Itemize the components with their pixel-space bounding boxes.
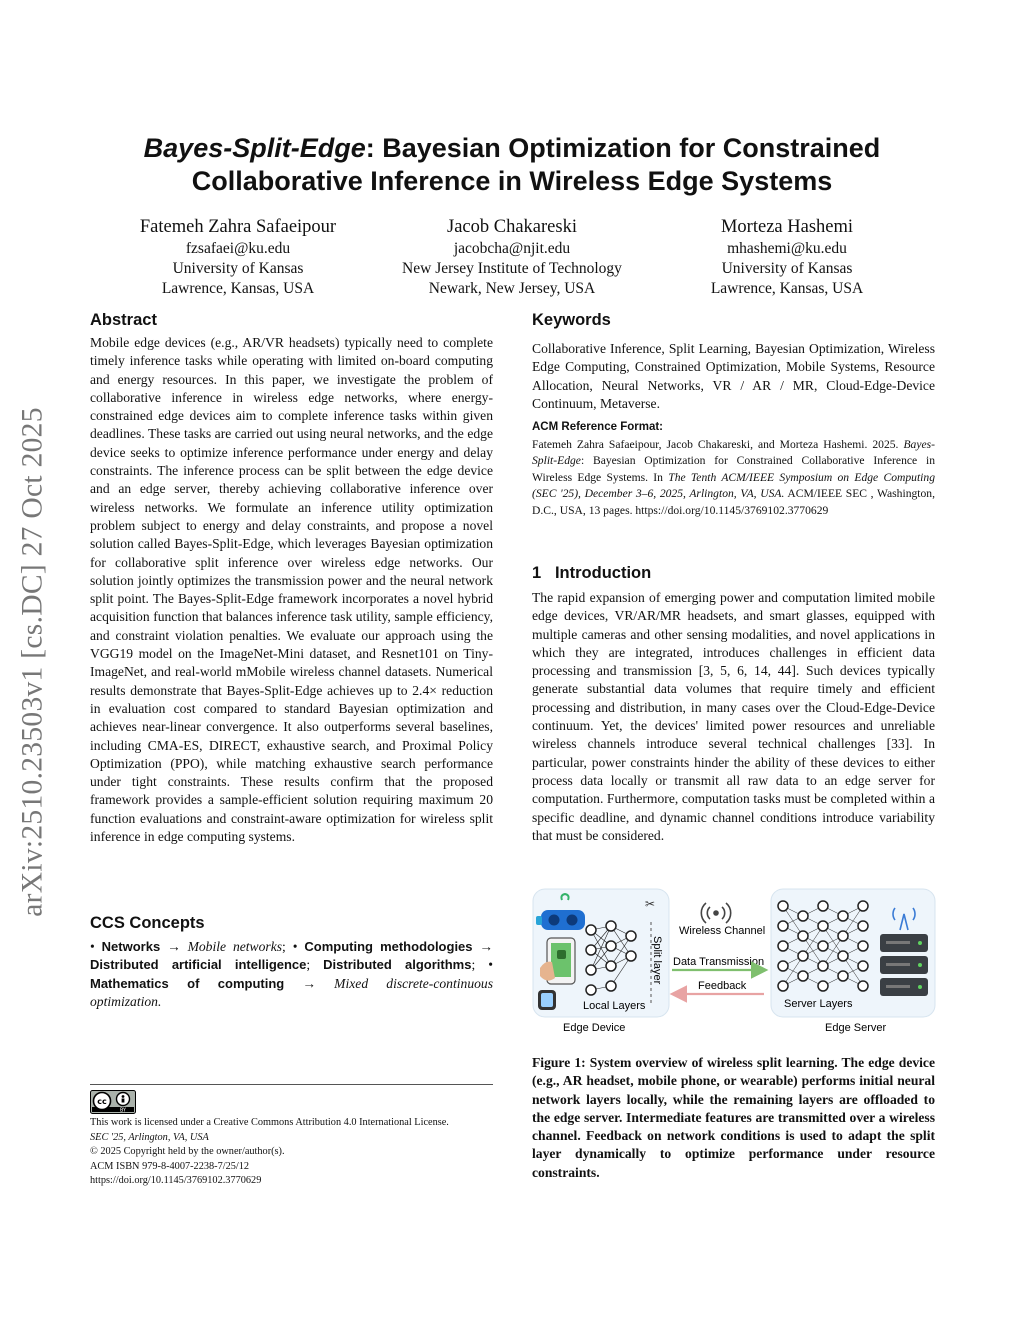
author-location: Lawrence, Kansas, USA <box>710 280 864 297</box>
ccs-heading: CCS Concepts <box>90 914 205 932</box>
license-block <box>90 1116 500 1189</box>
author-name: Morteza Hashemi <box>720 217 854 237</box>
arxiv-sidebar <box>8 370 58 955</box>
author-block-2 <box>382 215 642 299</box>
wireless-signal-icon <box>701 903 730 923</box>
server-layers-label: Server Layers <box>784 998 853 1010</box>
title-rest-line1: : Bayesian Optimization for Constrained <box>365 133 881 163</box>
data-transmission-label: Data Transmission <box>673 956 765 968</box>
keywords-text: Collaborative Inference, Split Learning, Bayesian Optimization, Wireless Edge Computing, Constrained Optimization, Mobile Systems, Resource Allocation, Neural Networks, VR / AR / MR, Cloud-Edge-Device Continuum, Metaverse. <box>532 341 935 411</box>
ccs-bullet: • <box>292 939 298 954</box>
title-line2: Collaborative Inference in Wireless Edge Systems <box>191 166 833 196</box>
author-block-1 <box>108 215 368 299</box>
acm-ref-title-rest: : Bayesian Optimization for Constrained Collaborative Inference in Wireless Edge Systems. In <box>532 454 935 484</box>
isbn-line: ACM ISBN 979-8-4007-2238-7/25/12 <box>90 1160 250 1172</box>
author-name: Fatemeh Zahra Safaeipour <box>139 217 337 237</box>
acm-ref-venue: The Tenth ACM/IEEE Symposium on Edge Computing (SEC '25), December 3–6, 2025, Arlington, VA, USA. <box>532 470 935 501</box>
author-email: mhashemi@ku.edu <box>727 240 847 257</box>
ccs-item-dai: Distributed artificial intelligence <box>90 957 307 973</box>
arxiv-id: arXiv:2510.23503v1 [cs.DC] 27 Oct 2025 <box>16 407 49 917</box>
edge-server-label: Edge Server <box>825 1022 887 1034</box>
cc-by-badge <box>90 1090 136 1114</box>
scissors-icon: ✂ <box>645 897 656 911</box>
intro-text: The rapid expansion of emerging power and computation limited mobile edge devices, VR/AR/MR headsets, and smart glasses, equipped with multiple cameras and other sensing modalities, and novel applications in which they are integrated, introduces challenges in efficient data processing and transmission [3, 5, 6, 14, 44]. Such devices typically generate substantial data volumes that require timely and efficient processing and distribution, in many cases over the Cloud-Edge-Device continuum. Yet, the devices' limited power resources and unreliable wireless channels introduce several technical challenges [33]. In particular, power constraints hinder the ability of these devices to either process data locally or transmit all raw data to an edge server for computation. Furthermore, computation tasks must be completed within a specific deadline, and dynamic channel conditions introduce variability that must be considered. <box>532 590 935 843</box>
author-location: Lawrence, Kansas, USA <box>161 280 315 297</box>
ccs-item-mobile-networks: Mobile networks <box>187 939 283 954</box>
author-affiliation: University of Kansas <box>721 260 853 277</box>
footnote-rule <box>90 1084 493 1085</box>
venue-line: SEC '25, Arlington, VA, USA <box>90 1131 209 1143</box>
ccs-arrow: → <box>302 975 316 991</box>
smartwatch-icon <box>538 990 556 1010</box>
acm-ref-authors: Fatemeh Zahra Safaeipour, Jacob Chakareski, and Morteza Hashemi. 2025. <box>532 438 899 451</box>
abstract-heading: Abstract <box>90 311 157 329</box>
ccs-item-computing: Computing methodologies <box>304 939 473 954</box>
edge-device-label: Edge Device <box>563 1022 626 1034</box>
server-rack-icon <box>880 934 928 996</box>
author-location: Newark, New Jersey, USA <box>428 280 596 297</box>
ccs-item-networks: Networks <box>101 939 161 954</box>
author-affiliation: New Jersey Institute of Technology <box>402 260 622 277</box>
ccs-bullet: • <box>488 957 493 973</box>
acm-ref-text <box>532 437 935 519</box>
split-layer-label: Split layer <box>651 936 663 985</box>
ccs-item-distributed-algorithms: Distributed algorithms <box>323 957 472 973</box>
figure-caption: Figure 1: System overview of wireless split learning. The edge device (e.g., AR headset, mobile phone, or wearable) performs initial neural network layers locally, while the remaining layers are offloaded to the edge server. Intermediate features are transmitted over a wireless channel. Feedback on network conditions is used to adapt the split layer dynamically to optimize performance under resource constraints. <box>532 1055 935 1180</box>
ccs-concepts: • Networks → Mobile networks; • Computing methodologies → Distributed artificial intelligence; Distributed algorithms; • Mathematics of computing → Mixed discrete-continuous optimization. <box>90 939 493 1009</box>
copyright-line: © 2025 Copyright held by the owner/author(s). <box>90 1146 285 1158</box>
ccs-arrow: → <box>479 939 493 954</box>
acm-ref-heading: ACM Reference Format: <box>532 421 663 433</box>
intro-heading <box>532 564 651 583</box>
ccs-item-mixed: Mixed discrete-continuous optimization. <box>90 975 493 1009</box>
wireless-channel-label: Wireless Channel <box>679 925 766 937</box>
cc-badge-text: cc <box>97 1097 107 1106</box>
title-italic: Bayes-Split-Edge <box>143 133 366 163</box>
ccs-bullet: • <box>90 939 95 954</box>
author-email: jacobcha@njit.edu <box>453 240 571 257</box>
acm-ref-tail: ACM/IEEE SEC , Washington, D.C., USA, 13 pages. https://doi.org/10.1145/3769102.3770629 <box>532 487 935 517</box>
acm-ref-title-italic: Bayes-Split-Edge <box>532 438 935 468</box>
ccs-arrow: → <box>167 939 181 954</box>
abstract-text: Mobile edge devices (e.g., AR/VR headsets) typically need to complete timely inference tasks while operating with limited on-board computing and energy resources. In this paper, we investigate the problem of collaborative inference in wireless edge networks, where energy-constrained edge devices aim to complete inference tasks within given deadlines. These tasks are carried out using neural networks, and the edge device seeks to optimize inference performance under energy and delay constraints. The inference process can be split between the edge device and an edge server, thereby achieving collaborative inference over wireless networks. We formulate an inference utility optimization problem subject to energy and delay constraints, and propose a novel solution called Bayes-Split-Edge, which leverages Bayesian optimization for collaborative split inference over wireless edge networks. Our solution jointly optimizes the transmission power and the neural network split point. The Bayes-Split-Edge framework incorporates a novel hybrid acquisition function that balances inference task utility, sample efficiency, and constraint violation penalties. We evaluate our approach using the VGG19 model on the ImageNet-Mini dataset, and Resnet101 on Tiny-ImageNet, and real-world mMobile wireless channel datasets. Numerical results demonstrate that Bayes-Split-Edge achieves up to 2.4× reduction in evaluation cost compared to standard Bayesian optimization and achieves near-linear convergence. It also outperforms several baselines, including CMA-ES, DIRECT, exhaustive search, and Proximal Policy Optimization (PPO), while matching exhaustive search performance under tight constraints. These results confirm that the proposed framework provides a sample-efficient solution requiring maximum 20 function evaluations and constraint-aware optimization for wireless split inference in edge computing systems. <box>90 335 493 845</box>
author-block-3 <box>657 215 917 299</box>
intro-heading-text: Introduction <box>554 564 652 582</box>
doi-line[interactable]: https://doi.org/10.1145/3769102.3770629 <box>90 1175 262 1187</box>
local-layers-label: Local Layers <box>583 1000 646 1012</box>
license-line: This work is licensed under a Creative Commons Attribution 4.0 International License. <box>90 1117 449 1128</box>
ccs-item-math: Mathematics of computing <box>90 975 285 991</box>
author-affiliation: University of Kansas <box>172 260 304 277</box>
paper-title <box>100 132 924 198</box>
by-badge-text: BY <box>120 1108 126 1114</box>
author-email: fzsafaei@ku.edu <box>185 240 291 257</box>
intro-heading-number: 1 <box>532 564 542 582</box>
feedback-label: Feedback <box>698 980 747 992</box>
keywords-heading: Keywords <box>532 311 611 329</box>
figure-system-overview <box>532 886 936 1038</box>
author-name: Jacob Chakareski <box>447 217 577 237</box>
